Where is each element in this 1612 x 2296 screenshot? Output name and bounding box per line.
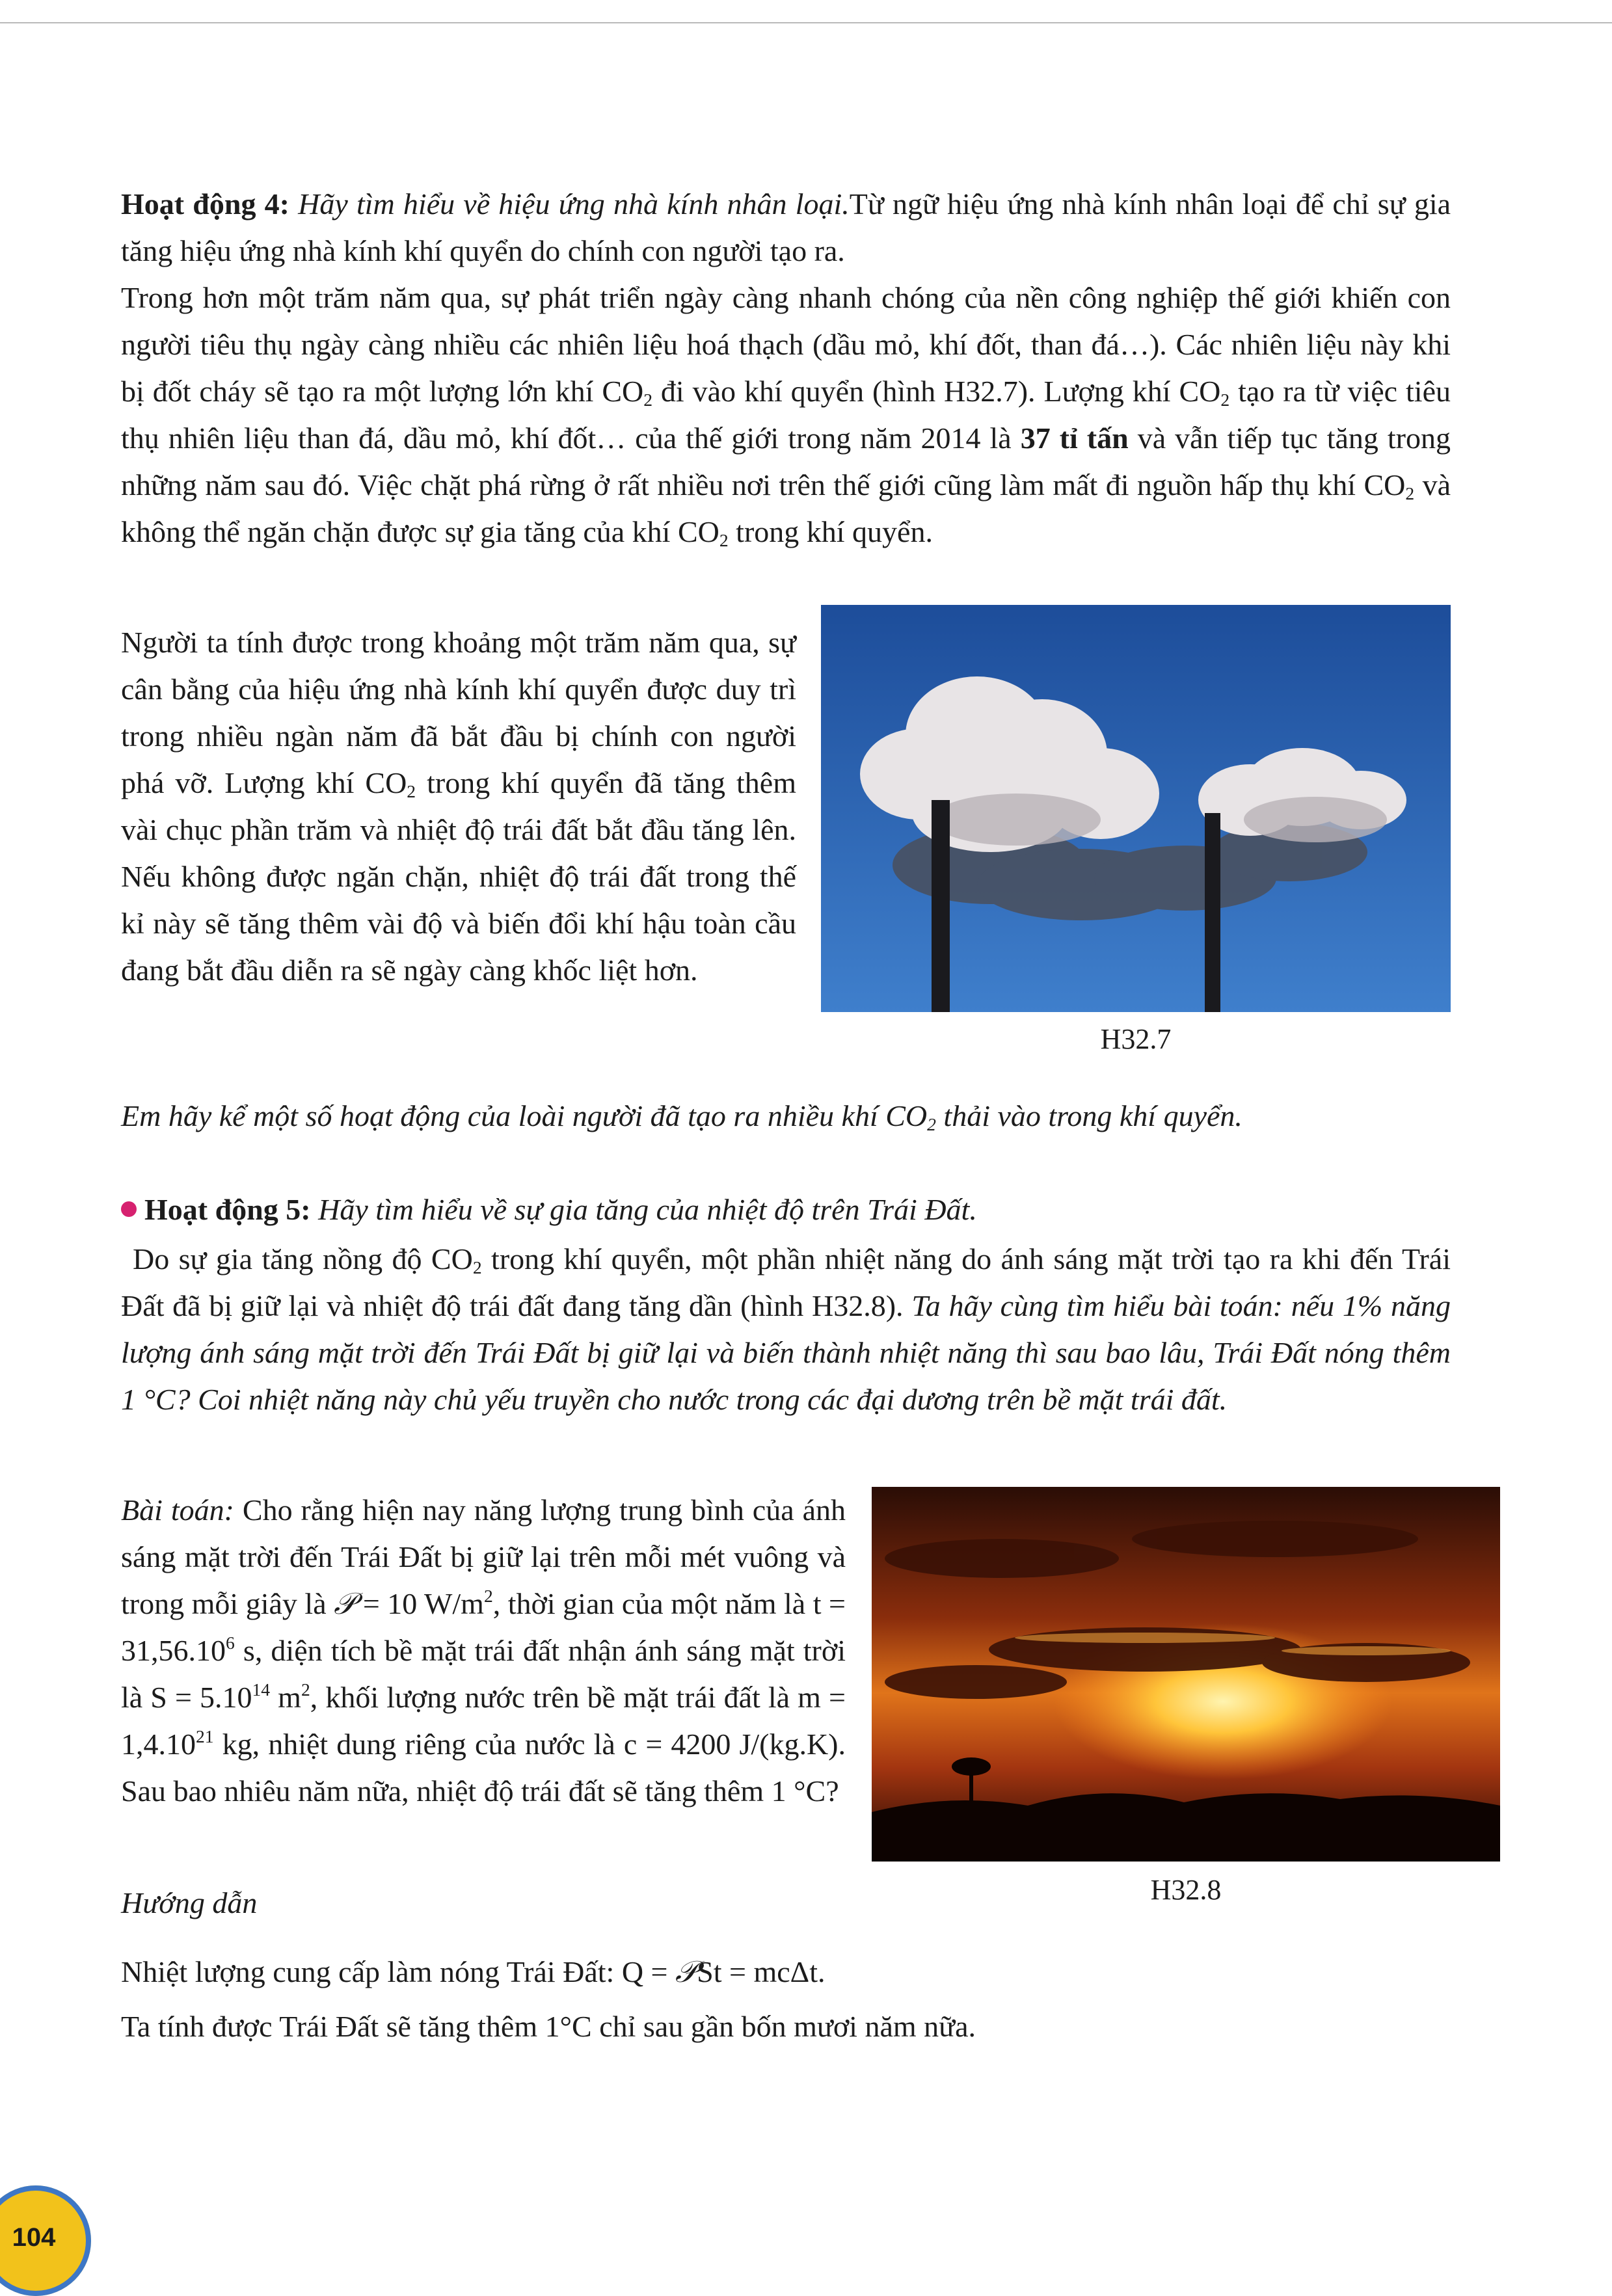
- superscript: 2: [301, 1679, 310, 1700]
- text: Do sự gia tăng nồng độ CO: [133, 1242, 473, 1275]
- activity5-title: Hãy tìm hiểu về sự gia tăng của nhiệt độ trên Trái Đất.: [318, 1193, 977, 1226]
- text: = 10 W/m: [355, 1587, 484, 1620]
- figure-sunset: [872, 1487, 1500, 1862]
- formula-line: [121, 1949, 1451, 1996]
- sunset-photo-icon: [872, 1487, 1500, 1862]
- paragraph-balance: [121, 619, 796, 994]
- subscript: 2: [1220, 389, 1230, 410]
- top-rule: [0, 22, 1612, 23]
- question-co2-activities: [121, 1093, 1451, 1140]
- problem-label: Bài toán:: [121, 1493, 234, 1527]
- text: , khối lượng nước trên bề mặt trái đất là m = 1,4.10: [121, 1681, 846, 1761]
- problem-statement: [121, 1487, 846, 1815]
- text: và vẫn tiếp tục tăng trong những năm sau đó. Việc chặt phá rừng ở rất nhiều nơi trên thế giới cũng làm mất đi nguồn hấp thụ khí CO: [121, 421, 1451, 501]
- superscript: 21: [196, 1726, 214, 1747]
- conclusion-line: Ta tính được Trái Đất sẽ tăng thêm 1°C chỉ sau gần bốn mươi năm nữa.: [121, 2010, 976, 2043]
- text: St = mcΔt.: [697, 1955, 826, 1988]
- emission-amount: 37 tỉ tấn: [1020, 421, 1129, 455]
- superscript: 14: [252, 1679, 271, 1700]
- text: thải vào trong khí quyển.: [935, 1099, 1243, 1132]
- paragraph-warming: [121, 1236, 1451, 1423]
- subscript: 2: [1405, 483, 1415, 503]
- text: trong khí quyển, một phần nhiệt năng do ánh sáng mặt trời tạo ra khi đến Trái Đất đã bị giữ lại và nhiệt độ trái đất đang tăng dần (hình H32.8).: [121, 1242, 1451, 1322]
- paragraph-fossil-fuels: [121, 274, 1451, 555]
- text: trong khí quyển đã tăng thêm vài chục phần trăm và nhiệt độ trái đất bắt đầu tăng lên. Nếu không được ngăn chặn, nhiệt độ trái đất trong thế kỉ này sẽ tăng thêm vài độ và biến đổi khí hậu toàn cầu đang bắt đầu diễn ra sẽ ngày càng khốc liệt hơn.: [121, 766, 797, 987]
- subscript: 2: [927, 1114, 936, 1134]
- superscript: 6: [226, 1633, 235, 1653]
- page-number: 104: [12, 2223, 56, 2252]
- text: đi vào khí quyển (hình H32.7). Lượng khí CO: [652, 375, 1221, 408]
- figure-caption-h32-8: H32.8: [1150, 1874, 1222, 1906]
- text: kg, nhiệt dung riêng của nước là c = 4200 J/(kg.K). Sau bao nhiêu năm nữa, nhiệt độ trái đất sẽ tăng thêm 1 °C?: [121, 1728, 846, 1808]
- figure-caption-h32-7: H32.7: [1100, 1023, 1172, 1055]
- subscript: 2: [643, 389, 653, 410]
- text: Nhiệt lượng cung cấp làm nóng Trái Đất: Q =: [121, 1955, 675, 1988]
- text: s, diện tích bề mặt trái đất nhận ánh sáng mặt trời là S = 5.10: [121, 1634, 846, 1714]
- subscript: 2: [407, 781, 416, 801]
- text: Trong hơn một trăm năm qua, sự phát triển ngày càng nhanh chóng của nền công nghiệp thế giới khiến con người tiêu thụ ngày càng nhiều các nhiên liệu hoá thạch (dầu mỏ, khí đốt, than đá…). Các nhiên liệu này khi bị đốt cháy sẽ tạo ra một lượng lớn khí CO: [121, 281, 1451, 408]
- power-symbol: 𝒫: [675, 1955, 697, 1988]
- text: tạo ra từ việc tiêu thụ nhiên liệu than đá, dầu mỏ, khí đốt… của thế giới trong năm 2014 là: [121, 375, 1451, 455]
- activity5-label: Hoạt động 5:: [144, 1193, 311, 1226]
- smokestacks-photo-icon: [821, 605, 1451, 1012]
- activity4-title: Hãy tìm hiểu về hiệu ứng nhà kính nhân loại.: [298, 187, 850, 220]
- activity5-heading: [121, 1186, 1451, 1233]
- problem-intro: Ta hãy cùng tìm hiểu bài toán: nếu 1% năng lượng ánh sáng mặt trời đến Trái Đất bị giữ lại và biến thành nhiệt năng thì sau bao lâu, Trái Đất nóng thêm 1 °C? Coi nhiệt năng này chủ yếu truyền cho nước trong các đại dương trên bề mặt trái đất.: [121, 1289, 1451, 1416]
- subscript: 2: [472, 1257, 482, 1277]
- bullet-icon: [121, 1201, 137, 1217]
- text: Em hãy kể một số hoạt động của loài người đã tạo ra nhiều khí CO: [121, 1099, 928, 1132]
- text: Người ta tính được trong khoảng một trăm năm qua, sự cân bằng của hiệu ứng nhà kính khí quyển được duy trì trong nhiều ngàn năm đã bắt đầu bị chính con người phá vỡ. Lượng khí CO: [121, 626, 796, 799]
- guide-label: Hướng dẫn: [121, 1886, 258, 1919]
- figure-smokestacks: [821, 605, 1451, 1012]
- activity4-heading: [121, 181, 1451, 274]
- superscript: 2: [483, 1586, 493, 1607]
- text: Cho rằng hiện nay năng lượng trung bình của ánh sáng mặt trời đến Trái Đất bị giữ lại trên mỗi mét vuông và trong mỗi giây là: [121, 1493, 846, 1620]
- power-symbol: 𝒫: [334, 1587, 356, 1620]
- text: m: [270, 1681, 301, 1714]
- subscript: 2: [719, 529, 729, 550]
- text: trong khí quyển.: [728, 515, 933, 548]
- activity4-label: Hoạt động 4:: [121, 187, 289, 220]
- activity4-definition: Từ ngữ hiệu ứng nhà kính nhân loại để chỉ sự gia tăng hiệu ứng nhà kính khí quyển do chính con người tạo ra.: [121, 187, 1451, 267]
- text: và không thể ngăn chặn được sự gia tăng của khí CO: [121, 468, 1451, 548]
- text: , thời gian của một năm là t = 31,56.10: [121, 1587, 846, 1667]
